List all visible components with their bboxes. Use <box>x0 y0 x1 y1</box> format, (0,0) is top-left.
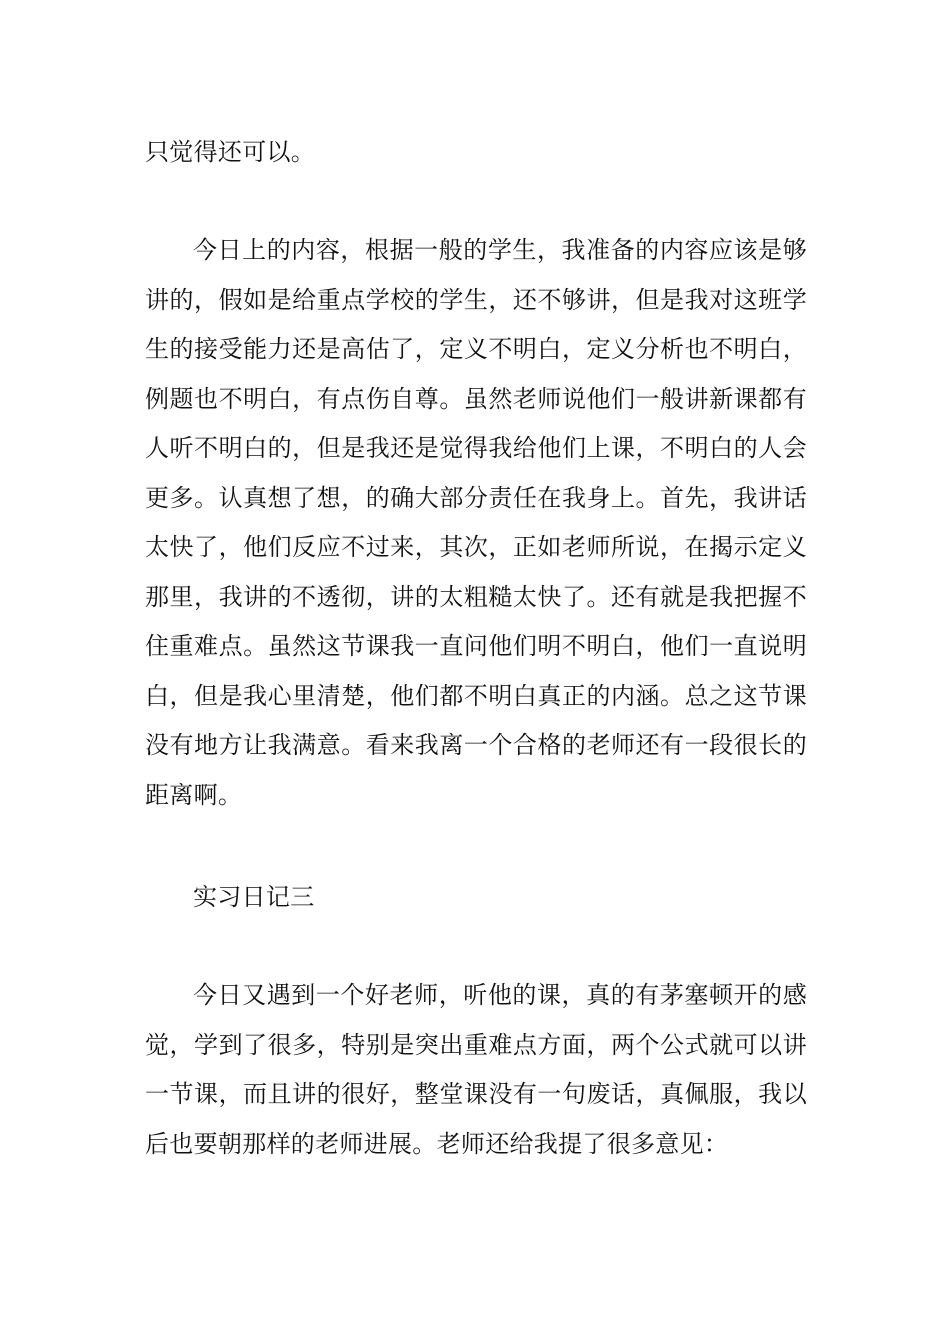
section-heading-diary-three: 实习日记三 <box>193 883 315 911</box>
paragraph-diary-three: 今日又遇到一个好老师，听他的课，真的有茅塞顿开的感觉，学到了很多，特别是突出重难点方面，两个公式就可以讲一节课，而且讲的很好，整堂课没有一句废话，真佩服，我以后也要朝那样的老师进展。老师还给我提了很多意见： <box>145 981 807 1158</box>
paragraph-lesson-reflection: 今日上的内容，根据一般的学生，我准备的内容应该是够讲的，假如是给重点学校的学生，还不够讲，但是我对这班学生的接受能力还是高估了，定义不明白，定义分析也不明白，例题也不明白，有点伤自尊。虽然老师说他们一般讲新课都有人听不明白的，但是我还是觉得我给他们上课，不明白的人会更多。认真想了想，的确大部分责任在我身上。首先，我讲话太快了，他们反应不过来，其次，正如老师所说，在揭示定义那里，我讲的不透彻，讲的太粗糙太快了。还有就是我把握不住重难点。虽然这节课我一直问他们明不明白，他们一直说明白，但是我心里清楚，他们都不明白真正的内涵。总之这节课没有地方让我满意。看来我离一个合格的老师还有一段很长的距离啊。 <box>145 236 807 809</box>
paragraph-continuation: 只觉得还可以。 <box>145 138 316 166</box>
